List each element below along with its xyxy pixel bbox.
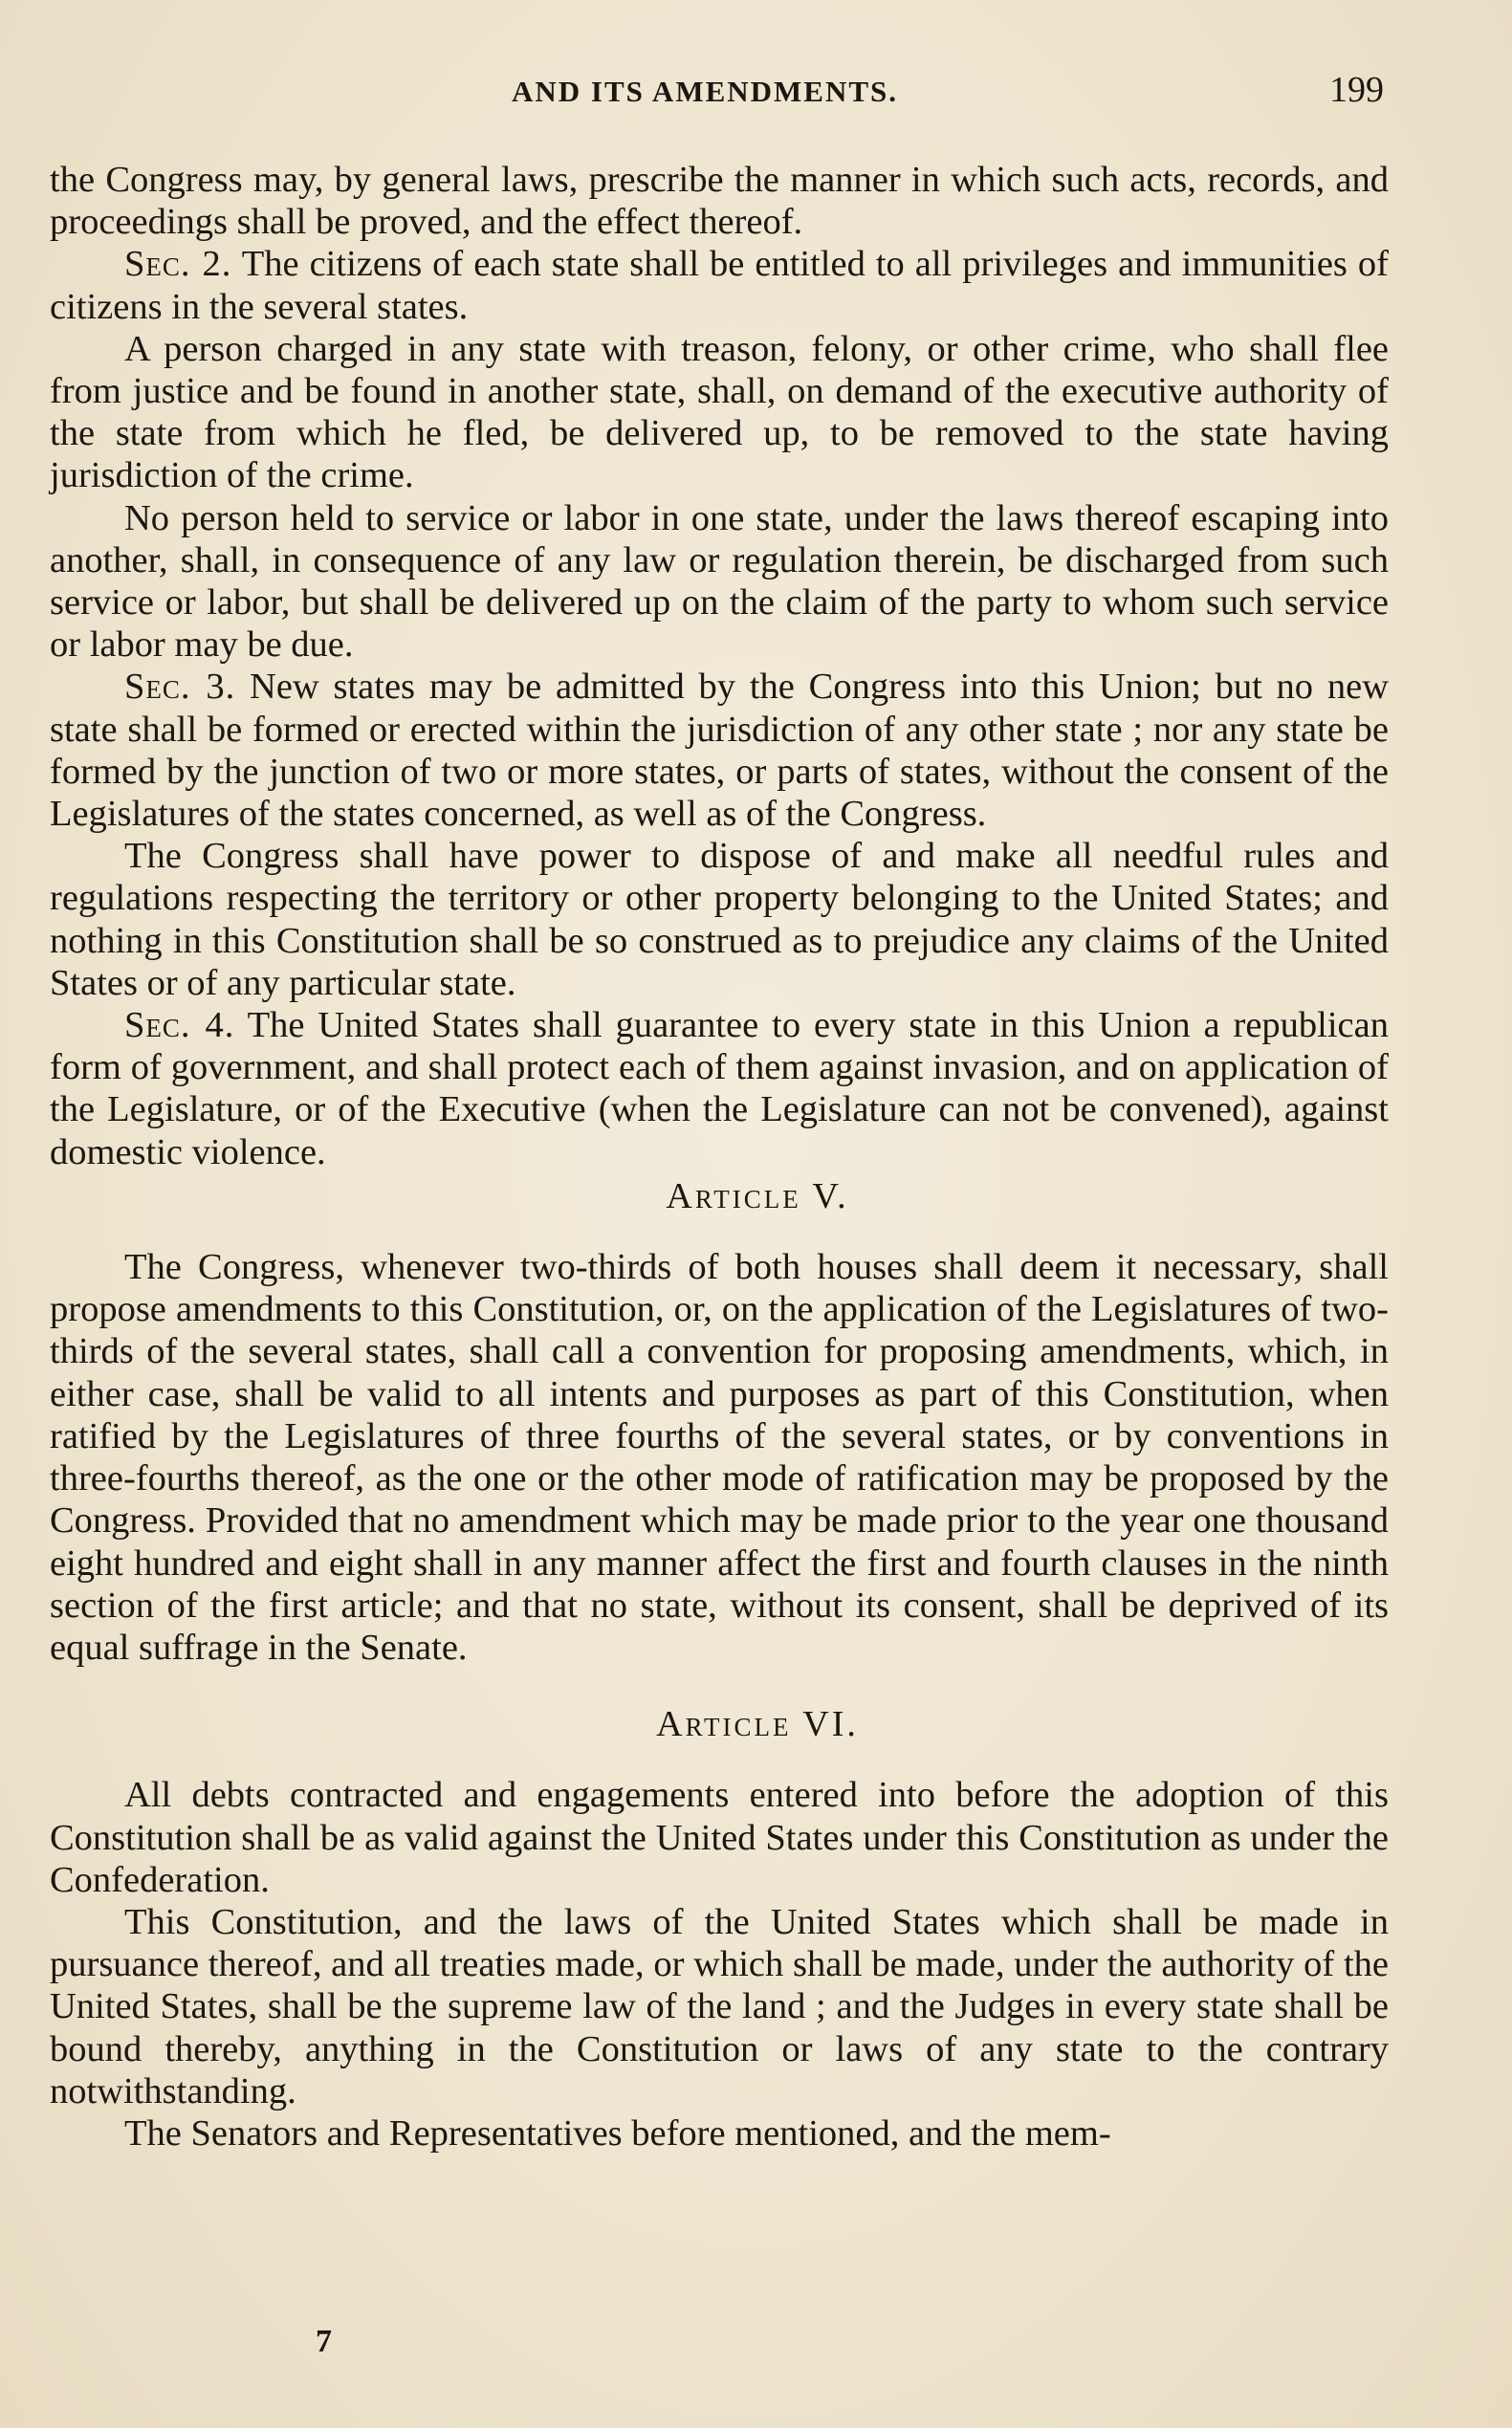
paragraph: The Congress shall have power to dispose of and make all needful rules and regulations respecting the territory or other property belonging to the United States; and nothing in this Constitution shall be so construed as to prejudice any claims of the United States or of any particular state. — [50, 836, 1389, 1003]
signature-mark: 7 — [316, 2324, 332, 2359]
paragraph: A person charged in any state with treason, felony, or other crime, who shall flee from justice and be found in another state, shall, on demand of the executive authority of the state from which he fled, be delivered up, to be removed to the state having jurisdiction of the crime. — [50, 328, 1389, 496]
paragraph: No person held to service or labor in one state, under the laws thereof escaping into another, shall, in consequence of any law or regulation therein, be discharged from such service or labor, but shall be delivered up on the claim of the party to whom such service or labor may be due. — [50, 497, 1389, 666]
paragraph: The Senators and Representatives before mentioned, and the mem- — [124, 2112, 1111, 2154]
section-text: The citizens of each state shall be entitled to all privileges and immunities of citizens in the several states. — [50, 244, 1389, 327]
paragraph: the Congress may, by general laws, prescribe the manner in which such acts, records, and proceedings shall be proved, and the effect thereof. — [50, 160, 1389, 243]
article-heading: Article VI. — [656, 1704, 859, 1745]
paragraph: All debts contracted and engagements entered into before the adoption of this Constitution shall be as valid against the United States under this Constitution as under the Confederation. — [50, 1775, 1389, 1900]
section-paragraph — [50, 666, 1389, 835]
section-text: The United States shall guarantee to every state in this Union a republican form of government, and shall protect each of them against invasion, and on application of the Legislature, or of the Executive (when the Legislature can not be convened), against domestic violence. — [50, 1005, 1389, 1172]
section-text: New states may be admitted by the Congress into this Union; but no new state shall be formed or erected within the jurisdiction of any other state ; nor any state be formed by the junction of two or more states, or parts of states, without the consent of the Legislatures of the states concerned, as well as of the Congress. — [50, 667, 1389, 835]
section-label: Sec. 2. — [124, 244, 232, 285]
paragraph: This Constitution, and the laws of the United States which shall be made in pursuance thereof, and all treaties made, or which shall be made, under the authority of the United States, shall be the supreme law of the land ; and the Judges in every state shall be bound thereby, anything in the Constitution or laws of any state to the contrary notwithstanding. — [50, 1901, 1389, 2111]
article-heading: Article V. — [666, 1175, 849, 1216]
section-paragraph — [50, 243, 1389, 327]
section-label: Sec. 4. — [124, 1005, 235, 1046]
page-number: 199 — [1329, 70, 1384, 110]
running-head: AND ITS AMENDMENTS. — [512, 75, 899, 108]
page-body — [50, 159, 1389, 2155]
section-label: Sec. 3. — [124, 667, 236, 708]
section-paragraph — [50, 1004, 1389, 1173]
paragraph: The Congress, whenever two-thirds of both houses shall deem it necessary, shall propose amendments to this Constitution, or, on the application of the Legislatures of two-thirds of the several states, shall call a convention for proposing amendments, which, in either case, shall be valid to all intents and purposes as part of this Constitution, when ratified by the Legislatures of three fourths of the several states, or by conventions in three-fourths thereof, as the one or the other mode of ratification may be proposed by the Congress. Provided that no amendment which may be made prior to the year one thousand eight hundred and eight shall in any manner affect the first and fourth clauses in the ninth section of the first article; and that no state, without its consent, shall be deprived of its equal suffrage in the Senate. — [50, 1247, 1389, 1668]
